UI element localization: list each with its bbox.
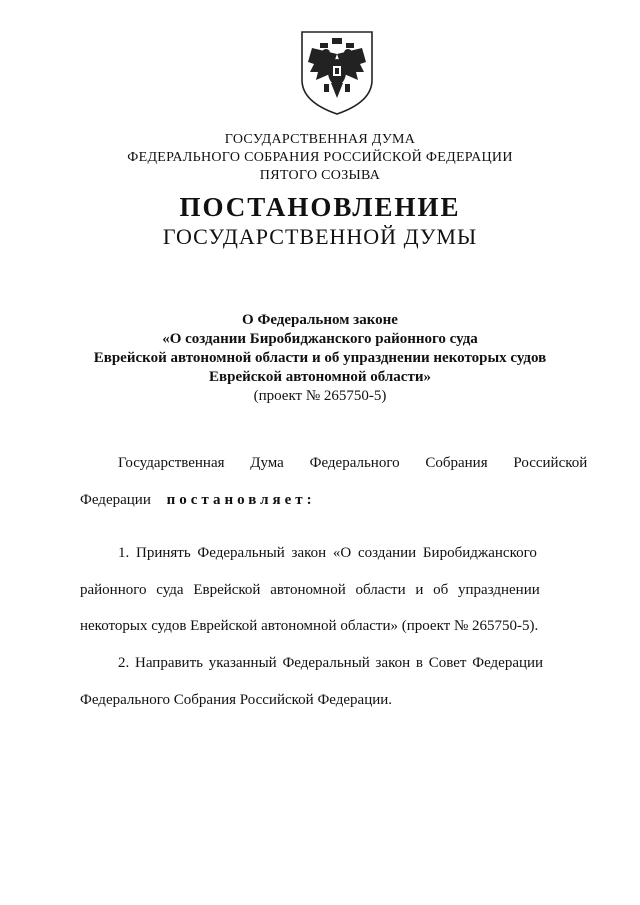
subject-line-4: Еврейской автономной области» xyxy=(209,369,431,385)
document-type-title: ПОСТАНОВЛЕНИЕ xyxy=(179,192,461,222)
header-line-convocation: ПЯТОГО СОЗЫВА xyxy=(259,168,381,183)
item-2-line-1: 2. Направить указанный Федеральный закон в Совет Федерации xyxy=(118,655,544,671)
item-1-line-2: районного суда Еврейской автономной области и об упразднении xyxy=(80,582,540,598)
intro-federation-word: Федерации xyxy=(80,492,151,508)
item-2-line-2: Федерального Собрания Российской Федерации. xyxy=(80,692,393,708)
subject-line-3: Еврейской автономной области и об упразднении некоторых судов xyxy=(93,350,547,366)
intro-line-2 xyxy=(80,492,316,509)
project-number: (проект № 265750-5) xyxy=(253,388,387,404)
item-1-line-3: некоторых судов Еврейской автономной области» (проект № 265750-5). xyxy=(80,618,539,634)
subject-line-2: «О создании Биробиджанского районного суда xyxy=(162,331,478,347)
coat-of-arms-icon xyxy=(296,28,378,116)
subject-line-1: О Федеральном законе xyxy=(242,312,398,328)
header-line-duma: ГОСУДАРСТВЕННАЯ ДУМА xyxy=(224,132,416,147)
intro-line-1: Государственная Дума Федерального Собрания Российской xyxy=(118,455,588,471)
document-org-title: ГОСУДАРСТВЕННОЙ ДУМЫ xyxy=(162,224,478,249)
header-line-assembly: ФЕДЕРАЛЬНОГО СОБРАНИЯ РОССИЙСКОЙ ФЕДЕРАЦИИ xyxy=(127,150,513,165)
resolves-verb: постановляет: xyxy=(166,492,316,508)
item-1-line-1: 1. Принять Федеральный закон «О создании Биробиджанского xyxy=(118,545,537,561)
